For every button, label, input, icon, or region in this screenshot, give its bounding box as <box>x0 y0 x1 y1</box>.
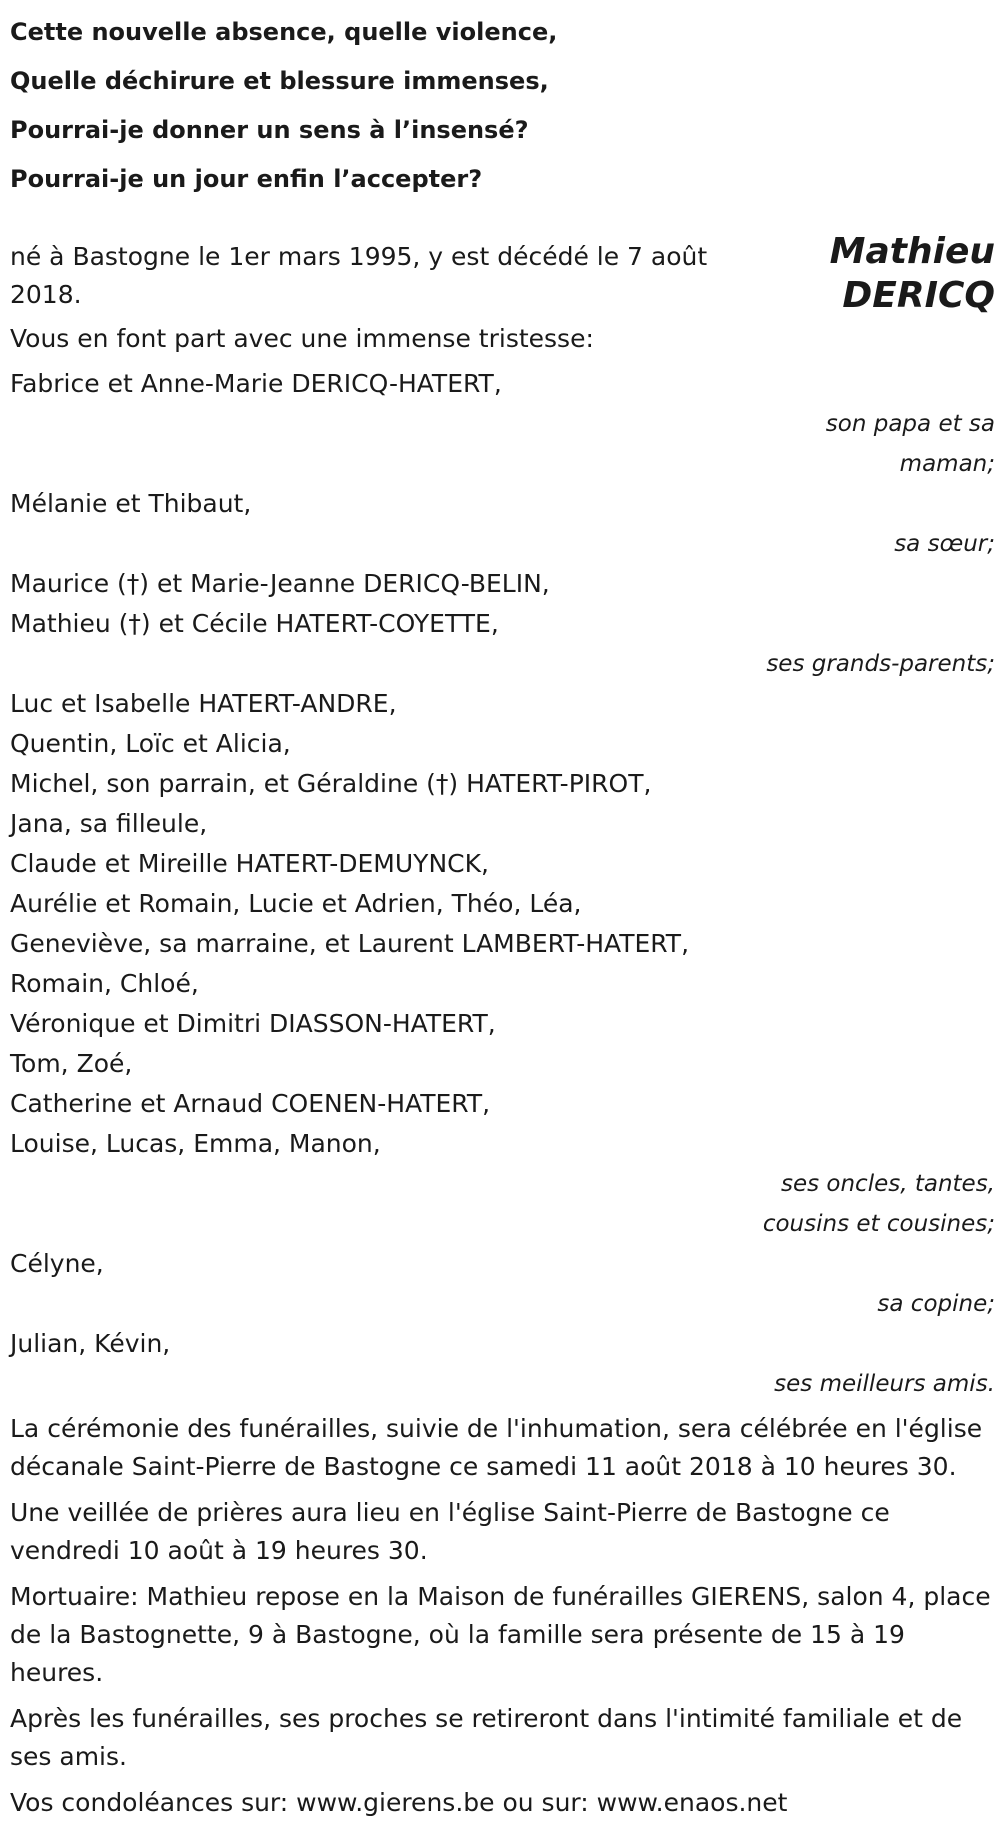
family-group <box>10 364 995 484</box>
deceased-first-name: Mathieu <box>829 231 995 272</box>
family-group <box>10 1244 995 1324</box>
relation-text <box>826 404 995 484</box>
family-member-line: Tom, Zoé, <box>10 1049 133 1078</box>
relation-line: sa copine; <box>877 1291 995 1317</box>
family-member-line: Véronique et Dimitri DIASSON-HATERT, <box>10 1009 496 1038</box>
details-paragraph: Mortuaire: Mathieu repose en la Maison de funérailles GIERENS, salon 4, place de la Bastognette, 9 à Bastogne, où la famille sera présente de 15 à 19 heures. <box>10 1582 991 1687</box>
family-member-line: Fabrice et Anne-Marie DERICQ-HATERT, <box>10 369 502 398</box>
family-member-line: Michel, son parrain, et Géraldine (†) HATERT-PIROT, <box>10 769 652 798</box>
family-member-line: Mélanie et Thibaut, <box>10 489 252 518</box>
family-member-line: Aurélie et Romain, Lucie et Adrien, Théo, Léa, <box>10 889 582 918</box>
family-list <box>10 364 995 1404</box>
family-member-line: Louise, Lucas, Emma, Manon, <box>10 1129 381 1158</box>
details-paragraph: Vos condoléances sur: www.gierens.be ou sur: www.enaos.net <box>10 1788 788 1817</box>
relation-line: son papa et sa <box>825 411 995 437</box>
family-member-line: Claude et Mireille HATERT-DEMUYNCK, <box>10 849 489 878</box>
deceased-name <box>830 230 995 318</box>
funeral-details <box>10 1410 995 1822</box>
family-member-line: Julian, Kévin, <box>10 1329 171 1358</box>
relation-line: sa sœur; <box>894 531 995 557</box>
family-member-line: Romain, Chloé, <box>10 969 199 998</box>
family-member-line: Célyne, <box>10 1249 104 1278</box>
family-member-line: Luc et Isabelle HATERT-ANDRE, <box>10 689 397 718</box>
family-member-line: Quentin, Loïc et Alicia, <box>10 729 291 758</box>
relation-line: ses meilleurs amis. <box>774 1371 995 1397</box>
announcement-text: Vous en font part avec une immense tristesse: <box>10 324 594 353</box>
relation-line: ses grands-parents; <box>766 651 995 677</box>
relation-label <box>10 404 995 484</box>
intro <box>10 231 995 358</box>
relation-text <box>877 1284 995 1324</box>
relation-text <box>766 644 995 684</box>
relation-text <box>774 1364 995 1404</box>
family-member-line: Mathieu (†) et Cécile HATERT-COYETTE, <box>10 609 499 638</box>
family-member-line: Geneviève, sa marraine, et Laurent LAMBERT-HATERT, <box>10 929 690 958</box>
obituary-page <box>10 0 995 1830</box>
relation-label <box>10 524 995 564</box>
poem-line: Pourrai-je un jour enfin l’accepter? <box>10 165 483 193</box>
poem-line: Cette nouvelle absence, quelle violence, <box>10 18 558 46</box>
family-group <box>10 684 995 1244</box>
family-group <box>10 1324 995 1404</box>
relation-label <box>10 1364 995 1404</box>
family-member-line: Catherine et Arnaud COENEN-HATERT, <box>10 1089 491 1118</box>
relation-label <box>10 1284 995 1324</box>
poem-line: Quelle déchirure et blessure immenses, <box>10 67 549 95</box>
relation-line: maman; <box>899 451 995 477</box>
poem <box>10 8 995 204</box>
details-paragraph: Une veillée de prières aura lieu en l'église Saint-Pierre de Bastogne ce vendredi 10 août à 19 heures 30. <box>10 1498 890 1565</box>
relation-line: ses oncles, tantes, <box>780 1171 995 1197</box>
family-group <box>10 484 995 564</box>
details-paragraph: La cérémonie des funérailles, suivie de l'inhumation, sera célébrée en l'église décanale Saint-Pierre de Bastogne ce samedi 11 août 2018 à 10 heures 30. <box>10 1414 983 1481</box>
deceased-last-name: DERICQ <box>842 275 995 316</box>
relation-label <box>10 644 995 684</box>
relation-text <box>763 1164 995 1244</box>
relation-label <box>10 1164 995 1244</box>
family-member-line: Jana, sa filleule, <box>10 809 208 838</box>
poem-line: Pourrai-je donner un sens à l’insensé? <box>10 116 529 144</box>
details-paragraph: Après les funérailles, ses proches se retireront dans l'intimité familiale et de ses amis. <box>10 1704 963 1771</box>
relation-line: cousins et cousines; <box>762 1211 995 1237</box>
family-group <box>10 564 995 684</box>
family-member-line: Maurice (†) et Marie-Jeanne DERICQ-BELIN, <box>10 569 550 598</box>
relation-text <box>894 524 995 564</box>
birth-death-text: né à Bastogne le 1er mars 1995, y est décédé le 7 août 2018. <box>10 242 708 309</box>
